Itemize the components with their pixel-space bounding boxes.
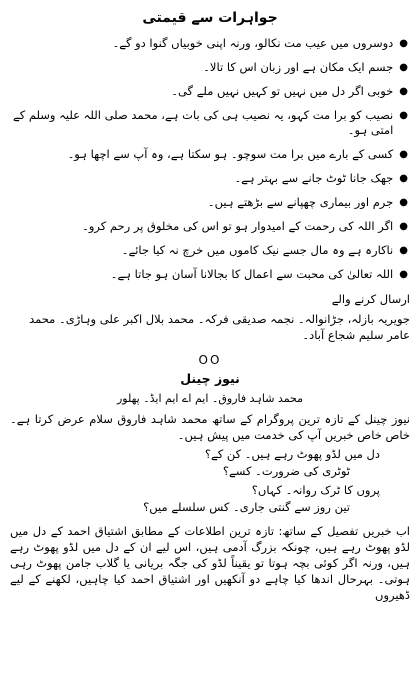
headline-answer: تین روز سے گنتی جاری۔ کس سلسلے میں؟	[143, 500, 350, 514]
senders-label: ارسال کرنے والے	[331, 292, 410, 306]
senders-names: جویریہ بازلہ، جڑانوالہ۔ نجمہ صدیقی فرکہ۔ محمد بلال اکبر علی وہاڑی۔ محمد عامر سلیم شجاع آباد۔	[29, 312, 410, 342]
bullet-icon: ●	[399, 173, 408, 184]
saying-text: کسی کے بارے میں برا مت سوچو۔ ہو سکتا ہے، وہ آپ سے اچھا ہو۔	[67, 147, 394, 161]
page-title: جواہرات سے قیمتی	[142, 10, 278, 26]
headline-answer: ٹوٹری کی ضرورت۔ کسے؟	[222, 464, 350, 478]
list-item	[6, 147, 414, 162]
list-item	[6, 60, 414, 75]
saying-text: دوسروں میں عیب مت نکالو، ورنہ اپنی خوبیاں گنوا دو گے۔	[112, 36, 394, 50]
news-byline: محمد شاہد فاروق۔ ایم اے ایم ایڈ۔ پھلور	[116, 392, 304, 405]
list-item	[6, 219, 414, 234]
news-headlines	[10, 447, 410, 515]
bullet-icon: ●	[399, 197, 408, 208]
saying-text: اللہ تعالیٰ کی محبت سے اعمال کا بجالانا آسان ہو جاتا ہے۔	[110, 267, 394, 281]
saying-text: ناکارہ ہے وہ مال جسے نیک کاموں میں خرچ نہ کیا جائے۔	[121, 243, 394, 257]
list-item	[6, 36, 414, 51]
bullet-icon: ●	[399, 38, 408, 49]
saying-text: جھک جانا ٹوٹ جانے سے بہتر ہے۔	[234, 171, 394, 185]
news-intro: نیوز چینل کے تازہ ترین پروگرام کے ساتھ محمد شاہد فاروق سلام عرض کرتا ہے۔ خاص خاص خبریں آپ کی خدمت میں پیش ہیں۔	[10, 412, 410, 442]
bullet-icon: ●	[399, 221, 408, 232]
sayings-list	[6, 36, 414, 282]
saying-text: جسم ایک مکان ہے اور زبان اس کا تالا۔	[203, 60, 394, 74]
saying-text: جرم اور بیماری چھپانے سے بڑھتے ہیں۔	[207, 195, 394, 209]
list-item	[6, 195, 414, 210]
saying-text: خوبی اگر دل میں نہیں تو کہیں نہیں ملے گی۔	[171, 84, 394, 98]
headline-question: دل میں لڈو پھوٹ رہے ہیں۔ کن کے؟	[204, 447, 380, 461]
list-item	[6, 267, 414, 282]
saying-text: اگر اللہ کی رحمت کے امیدوار ہو تو اس کی مخلوق پر رحم کرو۔	[82, 219, 394, 233]
news-details: اب خبریں تفصیل کے ساتھ: تازہ ترین اطلاعات کے مطابق اشتیاق احمد کے دل میں لڈو پھوٹ رہے ہیں، چونکہ بزرگ آدمی ہیں، اس لیے ان کے دل میں لڈو پھوٹ رہے ہیں، ورنہ اگر کوئی بچہ ہوتا تو یقیناً لڈو کی جگہ بریانی یا گلاب جامن پھوٹ رہی ہوتی۔ بہرحال اندھا کیا چاہے دو آنکھیں اور اشتیاق احمد کیا چاہیں، لکھنے کے لیے ڈھیروں	[10, 524, 410, 602]
bullet-icon: ●	[399, 110, 408, 121]
list-item	[6, 243, 414, 258]
bullet-icon: ●	[399, 269, 408, 280]
bullet-icon: ●	[399, 62, 408, 73]
list-item	[6, 84, 414, 99]
list-item	[6, 171, 414, 186]
section-divider: OO	[198, 353, 222, 367]
list-item	[6, 108, 414, 138]
saying-text: نصیب کو برا مت کہو، یہ نصیب ہی کی بات ہے، محمد صلی اللہ علیہ وسلم کے امتی ہو۔	[12, 108, 394, 137]
bullet-icon: ●	[399, 245, 408, 256]
headline-question: پروں کا ٹرک روانہ۔ کہاں؟	[251, 483, 380, 497]
bullet-icon: ●	[399, 149, 408, 160]
bullet-icon: ●	[399, 86, 408, 97]
news-title: نیوز چینل	[180, 371, 240, 386]
